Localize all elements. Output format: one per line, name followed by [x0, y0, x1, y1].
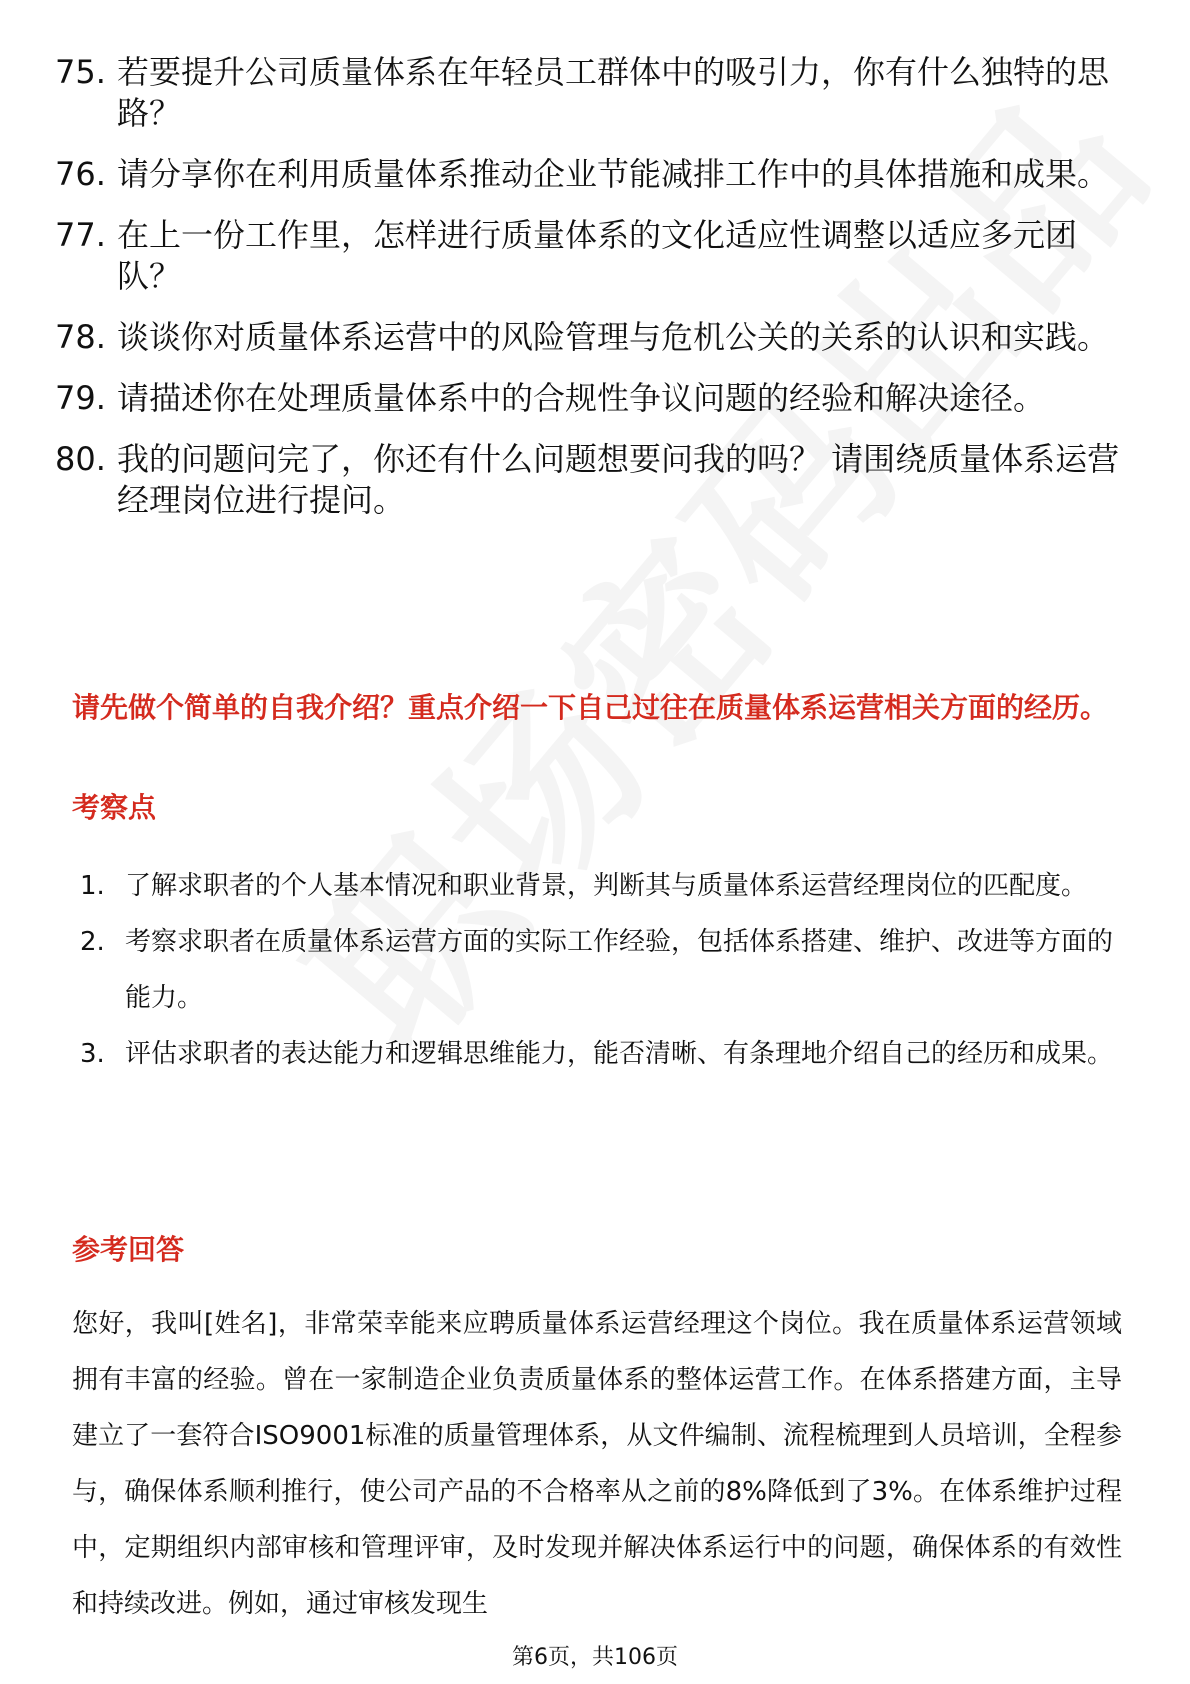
- point-number: 2.: [80, 927, 105, 957]
- assessment-point: [80, 914, 1120, 1026]
- question-text: 请描述你在处理质量体系中的合规性争议问题的经验和解决途径。: [117, 379, 1046, 417]
- reference-heading: 参考回答: [72, 1233, 185, 1266]
- point-number: 1.: [80, 871, 105, 901]
- assessment-heading: 考察点: [72, 791, 157, 824]
- question-number: 79.: [55, 379, 106, 417]
- point-text: 评估求职者的表达能力和逻辑思维能力，能否清晰、有条理地介绍自己的经历和成果。: [125, 1039, 1114, 1069]
- assessment-point: [80, 858, 1120, 914]
- featured-question: 请先做个简单的自我介绍？重点介绍一下自己过往在质量体系运营相关方面的经历。: [72, 691, 1109, 724]
- assessment-points: [80, 858, 1120, 1082]
- reference-answer: 您好，我叫[姓名]，非常荣幸能来应聘质量体系运营经理这个岗位。我在质量体系运营领域拥有丰富的经验。曾在一家制造企业负责质量体系的整体运营工作。在体系搭建方面，主导建立了一套符合ISO9001标准的质量管理体系，从文件编制、流程梳理到人员培训，全程参与，确保体系顺利推行，使公司产品的不合格率从之前的8%降低到了3%。在体系维护过程中，定期组织内部审核和管理评审，及时发现并解决体系运行中的问题，确保体系的有效性和持续改进。例如，通过审核发现生: [72, 1309, 1122, 1619]
- point-number: 3.: [80, 1039, 105, 1069]
- question-number: 78.: [55, 318, 106, 356]
- point-text: 考察求职者在质量体系运营方面的实际工作经验，包括体系搭建、维护、改进等方面的能力。: [125, 927, 1114, 1013]
- question-number: 77.: [55, 216, 106, 254]
- question-item: [55, 317, 1135, 358]
- question-text: 我的问题问完了，你还有什么问题想要问我的吗？ 请围绕质量体系运营经理岗位进行提问。: [117, 440, 1120, 519]
- question-text: 若要提升公司质量体系在年轻员工群体中的吸引力，你有什么独特的思路？: [117, 53, 1110, 132]
- point-text: 了解求职者的个人基本情况和职业背景，判断其与质量体系运营经理岗位的匹配度。: [125, 871, 1088, 901]
- question-number: 76.: [55, 155, 106, 193]
- question-text: 谈谈你对质量体系运营中的风险管理与危机公关的关系的认识和实践。: [117, 318, 1110, 356]
- question-item: [55, 154, 1135, 195]
- assessment-point: [80, 1026, 1120, 1082]
- question-item: [55, 215, 1135, 297]
- page-footer: 第6页，共106页: [512, 1645, 678, 1670]
- question-number: 80.: [55, 440, 106, 478]
- question-item: [55, 52, 1135, 134]
- question-text: 在上一份工作里，怎样进行质量体系的文化适应性调整以适应多元团队？: [117, 216, 1078, 295]
- question-number: 75.: [55, 53, 106, 91]
- question-item: [55, 439, 1135, 521]
- question-list: [55, 52, 1135, 541]
- question-item: [55, 378, 1135, 419]
- question-text: 请分享你在利用质量体系推动企业节能减排工作中的具体措施和成果。: [117, 155, 1110, 193]
